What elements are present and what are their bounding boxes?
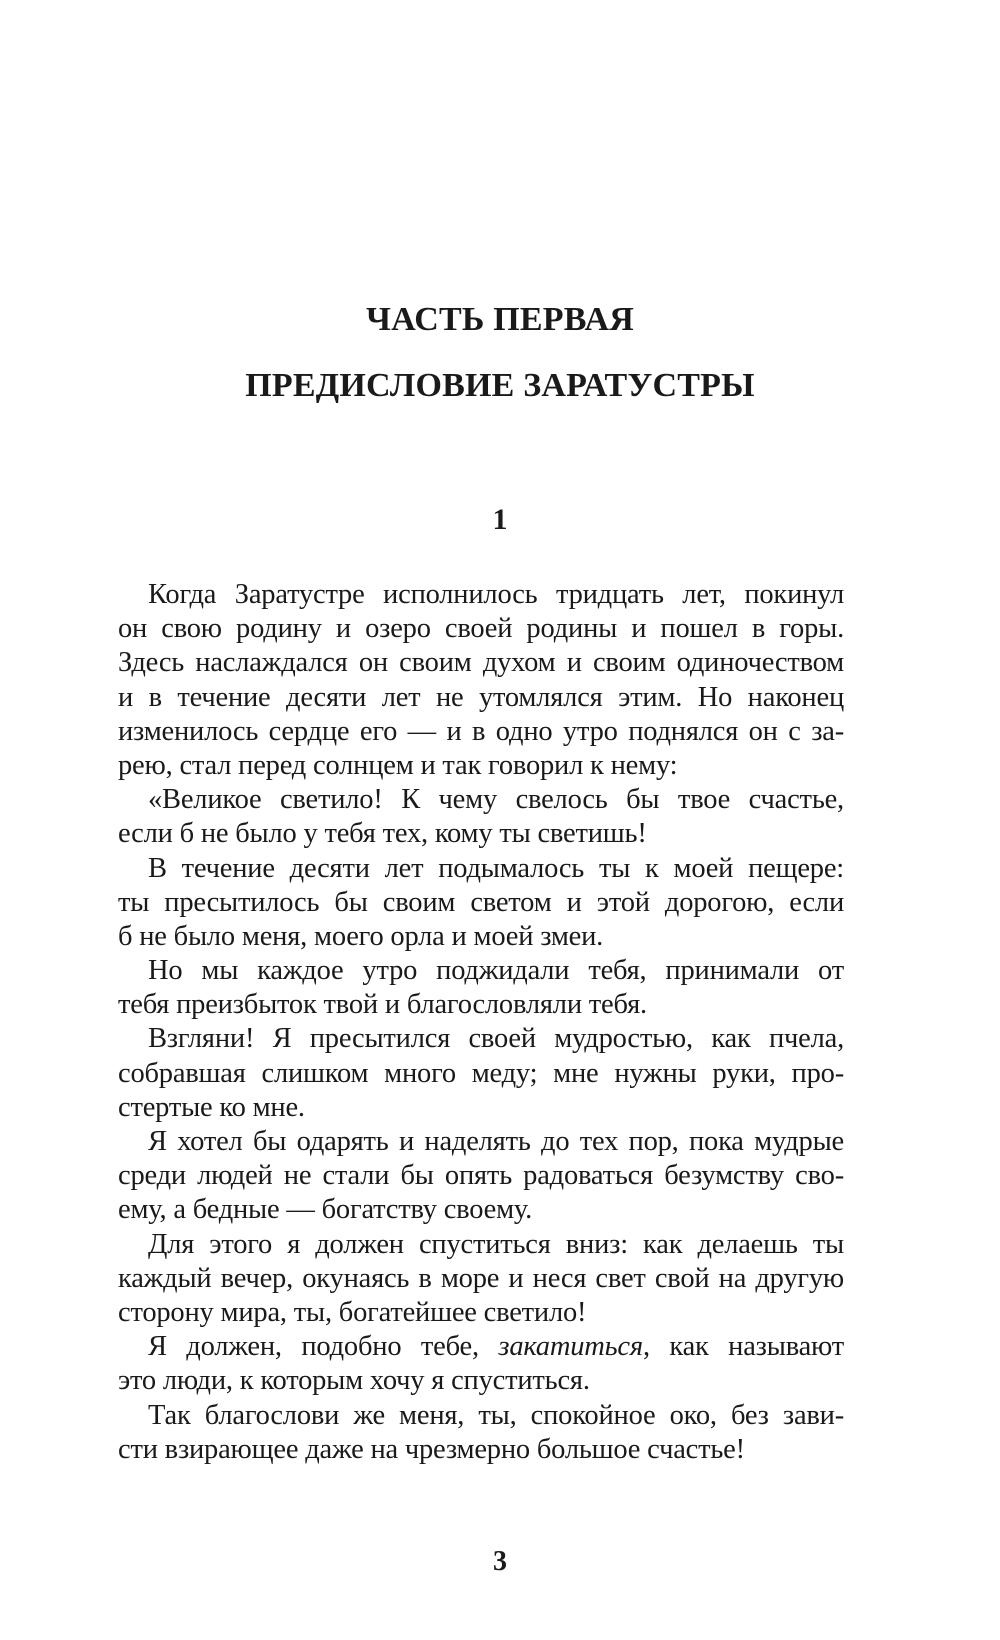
text-line: и в течение десяти лет не утомлялся этим. Но наконец (118, 681, 844, 713)
text-line: Здесь наслаждался он своим духом и своим одиночеством (118, 647, 844, 679)
text-line (118, 1330, 844, 1364)
text-line: «Великое светило! К чему свелось бы твое счастье, (148, 784, 844, 816)
text-line: изменилось сердце его — и в одно утро поднялся он с за- (118, 715, 844, 747)
text-line: Взгляни! Я пресытился своей мудростью, как пчела, (148, 1023, 844, 1055)
text-line: Когда Заратустре исполнилось тридцать лет, покинул (148, 579, 844, 610)
body-text (118, 578, 844, 1467)
text-line: собравшая слишком много меду; мне нужны руки, про- (118, 1057, 844, 1089)
text-line: сти взирающее даже на чрезмерно большое счастье! (118, 1433, 745, 1465)
text-line: ему, а бедные — богатству своему. (118, 1194, 533, 1226)
text-line: Для этого я должен спуститься вниз: как делаешь ты (148, 1228, 844, 1260)
text-segment: , как называют (642, 1331, 844, 1363)
text-line: среди людей не стали бы опять радоваться безумству сво- (118, 1160, 844, 1192)
text-line: каждый вечер, окунаясь в море и неся свет свой на другую (118, 1262, 844, 1294)
text-line: рею, стал перед солнцем и так говорил к нему: (118, 749, 678, 781)
text-line: стертые ко мне. (118, 1091, 305, 1123)
text-line: это люди, к которым хочу я спуститься. (118, 1365, 590, 1397)
text-segment: Я должен, подобно тебе, (148, 1331, 499, 1363)
text-line: б не было меня, моего орла и моей змеи. (118, 920, 604, 952)
text-line: сторону мира, ты, богатейшее светило! (118, 1296, 587, 1328)
text-line: Так благослови же меня, ты, спокойное око, без зави- (148, 1399, 844, 1431)
chapter-title: ПРЕДИСЛОВИЕ ЗАРАТУСТРЫ (245, 367, 755, 404)
part-heading: ЧАСТЬ ПЕРВАЯ (366, 301, 634, 338)
text-line: Но мы каждое утро поджидали тебя, принимали от (148, 955, 844, 987)
text-line: Я хотел бы одарять и наделять до тех пор, пока мудрые (148, 1126, 844, 1157)
text-line: В течение десяти лет подымалось ты к моей пещере: (148, 852, 844, 884)
text-line: он свою родину и озеро своей родины и пошел в горы. (118, 613, 844, 645)
emphasized-text: закатиться (498, 1331, 643, 1363)
section-number: 1 (492, 503, 508, 536)
text-line: если б не было у тебя тех, кому ты светишь! (118, 818, 647, 850)
text-line: ты пресытилось бы своим светом и этой дорогою, если (118, 886, 844, 918)
page-number: 3 (493, 1546, 507, 1577)
text-line: тебя преизбыток твой и благословляли тебя. (118, 989, 647, 1021)
